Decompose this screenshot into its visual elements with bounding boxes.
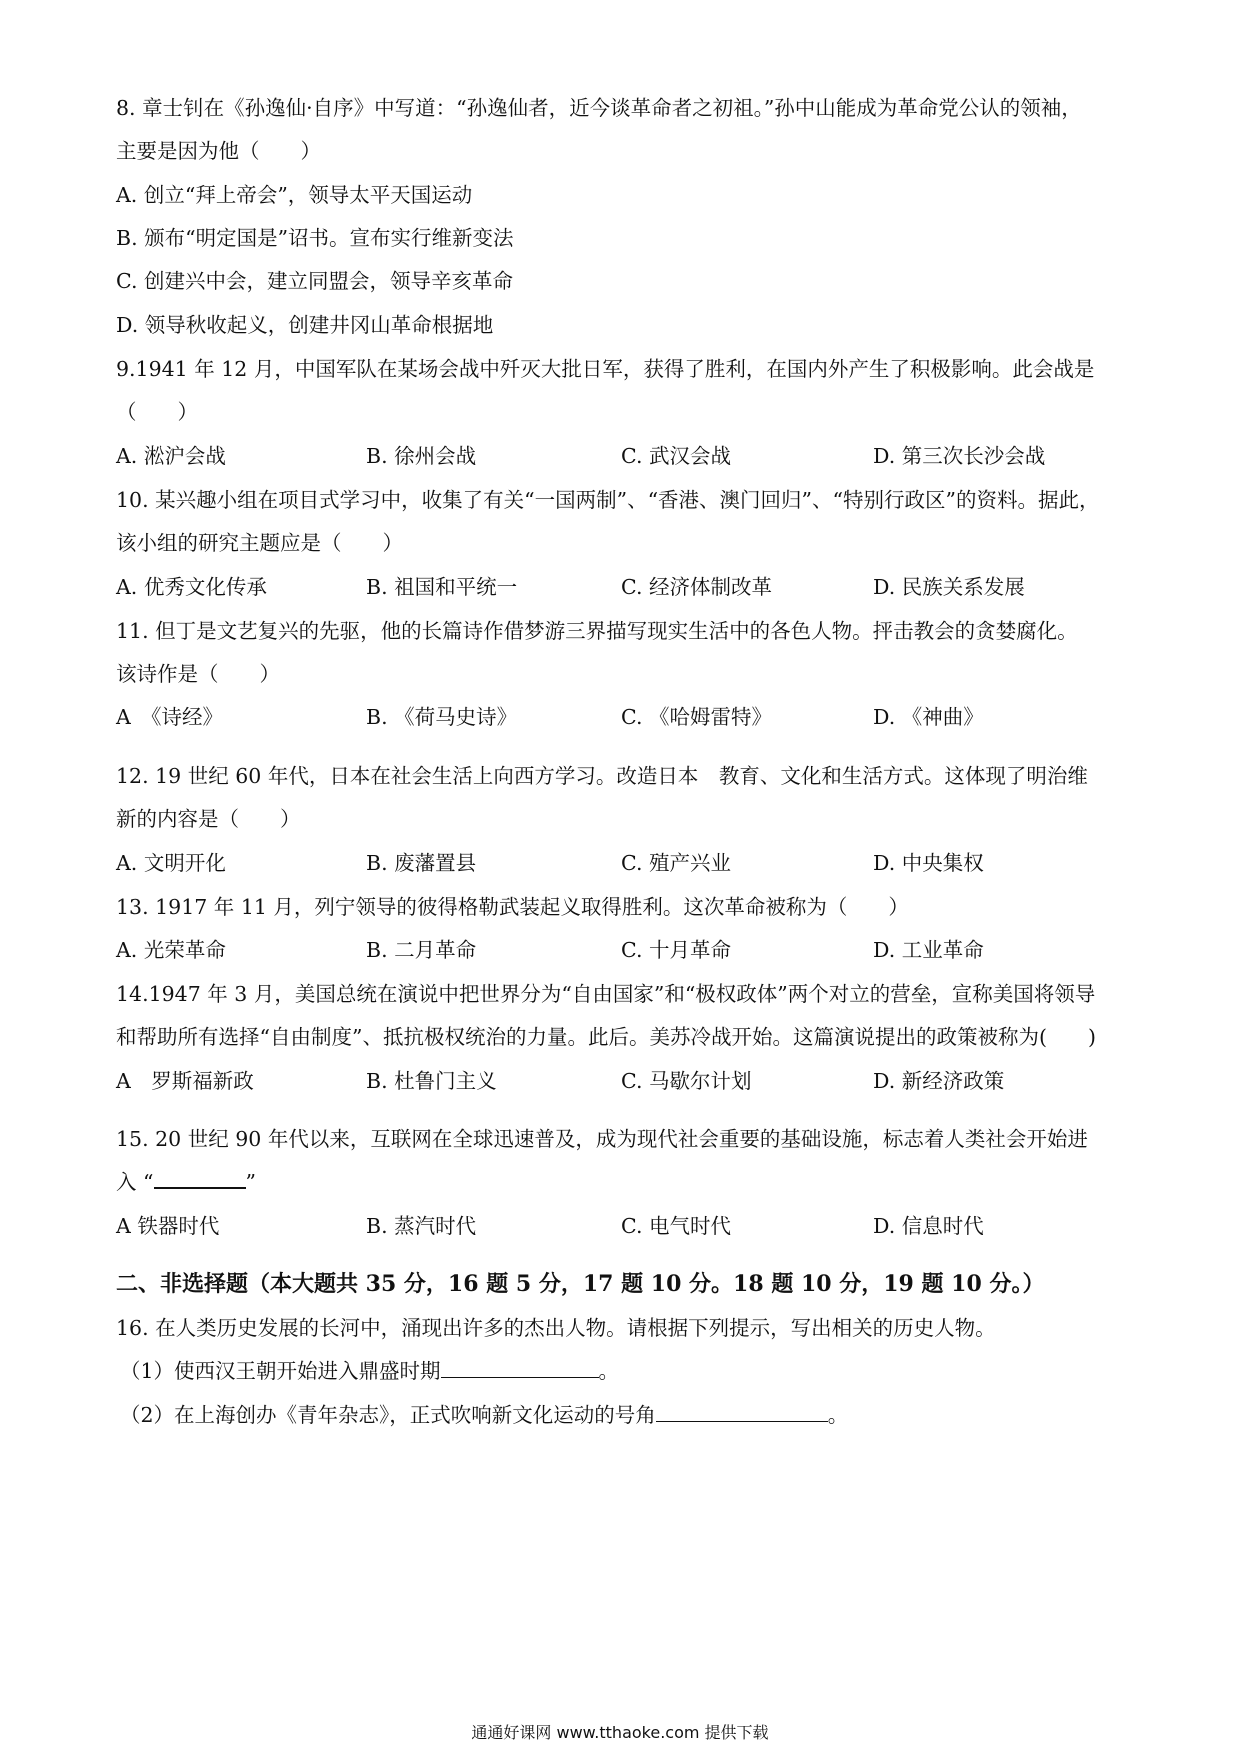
q15-option-a: A 铁器时代 [116,1214,220,1238]
q13-option-a: A. 光荣革命 [116,938,226,962]
q15-stem-line1: 15. 20 世纪 90 年代以来，互联网在全球迅速普及，成为现代社会重要的基础设施，标志着人类社会开始进 [116,1127,1088,1151]
page-footer: 通通好课网 www.tthaoke.com 提供下载 [471,1723,769,1742]
q9-option-b: B. 徐州会战 [366,444,477,468]
q12-option-a: A. 文明开化 [116,851,226,875]
q8-stem-line2: 主要是因为他（ ） [116,139,321,163]
q10-option-a: A. 优秀文化传承 [116,575,267,599]
q15-stem-line2-post: ” [245,1170,256,1194]
q9-stem-line2: （ ） [116,400,198,424]
q12-stem-line1: 12. 19 世纪 60 年代，日本在社会生活上向西方学习。改造日本 教育、文化和生活方式。这体现了明治维 [116,764,1088,788]
q10-stem-line2: 该小组的研究主题应是（ ） [116,531,403,555]
q13-option-d: D. 工业革命 [873,938,984,962]
q11-option-c: C. 《哈姆雷特》 [621,705,772,729]
q14-option-b: B. 杜鲁门主义 [366,1069,497,1093]
q12-stem-line2: 新的内容是（ ） [116,807,301,831]
q11-options [116,702,1126,732]
q16-part1-end: 。 [598,1359,620,1383]
section-heading: 二、非选择题（本大题共 35 分，16 题 5 分，17 题 10 分。18 题 10 分，19 题 10 分。） [116,1271,1045,1297]
q15-stem-line2-pre: 入 “ [116,1170,154,1194]
q9-option-d: D. 第三次长沙会战 [873,444,1046,468]
q13-option-b: B. 二月革命 [366,938,477,962]
q14-option-a: A 罗斯福新政 [116,1069,254,1093]
q10-stem-line1: 10. 某兴趣小组在项目式学习中，收集了有关“一国两制”、“香港、澳门回归”、“特别行政区”的资料。据此， [116,488,1100,512]
q14-option-d: D. 新经济政策 [873,1069,1005,1093]
q16-part2-blank[interactable] [656,1403,828,1422]
q11-stem-line2: 该诗作是（ ） [116,662,280,686]
q11-stem-line1: 11. 但丁是文艺复兴的先驱，他的长篇诗作借梦游三界描写现实生活中的各色人物。抨击教会的贪婪腐化。 [116,619,1078,643]
q13-options [116,935,1126,965]
q10-option-c: C. 经济体制改革 [621,575,772,599]
q15-answer-blank[interactable] [154,1169,246,1189]
q12-options [116,848,1126,878]
q14-stem-line1: 14.1947 年 3 月，美国总统在演说中把世界分为“自由国家”和“极权政体”两个对立的营垒，宣称美国将领导 [116,982,1096,1006]
q16-part2-end: 。 [827,1403,849,1427]
q16-part1-text: （1）使西汉王朝开始进入鼎盛时期 [120,1359,441,1383]
q9-stem-line1: 9.1941 年 12 月，中国军队在某场会战中歼灭大批日军，获得了胜利，在国内外产生了积极影响。此会战是 [116,357,1095,381]
q15-option-d: D. 信息时代 [873,1214,984,1238]
q9-option-c: C. 武汉会战 [621,444,731,468]
q16-part2-text: （2）在上海创办《青年杂志》，正式吹响新文化运动的号角 [120,1403,656,1427]
q16-part1-blank[interactable] [441,1359,599,1378]
q8-option-c: C. 创建兴中会，建立同盟会，领导辛亥革命 [116,269,513,293]
q16-stem: 16. 在人类历史发展的长河中，涌现出许多的杰出人物。请根据下列提示，写出相关的历史人物。 [116,1316,996,1340]
q9-option-a: A. 淞沪会战 [116,444,226,468]
q14-stem-line2: 和帮助所有选择“自由制度”、抵抗极权统治的力量。此后。美苏冷战开始。这篇演说提出的政策被称为( ) [116,1025,1096,1049]
q16-part2 [120,1400,1128,1430]
q15-options [116,1211,1126,1241]
q9-options [116,441,1126,471]
q10-options [116,572,1126,602]
q10-option-d: D. 民族关系发展 [873,575,1025,599]
q13-stem: 13. 1917 年 11 月，列宁领导的彼得格勒武装起义取得胜利。这次革命被称为（ ） [116,895,909,919]
q8-stem-line1: 8. 章士钊在《孙逸仙·自序》中写道：“孙逸仙者，近今谈革命者之初祖。”孙中山能成为革命党公认的领袖， [116,96,1082,120]
q8-option-d: D. 领导秋收起义，创建井冈山革命根据地 [116,313,494,337]
q12-option-b: B. 废藩置县 [366,851,477,875]
q11-option-b: B. 《荷马史诗》 [366,705,518,729]
q14-options [116,1066,1126,1096]
q15-option-c: C. 电气时代 [621,1214,731,1238]
q8-option-a: A. 创立“拜上帝会”，领导太平天国运动 [116,183,473,207]
q15-option-b: B. 蒸汽时代 [366,1214,477,1238]
q12-option-c: C. 殖产兴业 [621,851,731,875]
q13-option-c: C. 十月革命 [621,938,731,962]
q14-option-c: C. 马歇尔计划 [621,1069,752,1093]
q15-stem-line2 [116,1167,1128,1197]
q11-option-a: A 《诗经》 [116,705,224,729]
q12-option-d: D. 中央集权 [873,851,984,875]
q16-part1 [120,1356,1128,1386]
q8-option-b: B. 颁布“明定国是”诏书。宣布实行维新变法 [116,226,514,250]
q10-option-b: B. 祖国和平统一 [366,575,518,599]
q11-option-d: D. 《神曲》 [873,705,984,729]
